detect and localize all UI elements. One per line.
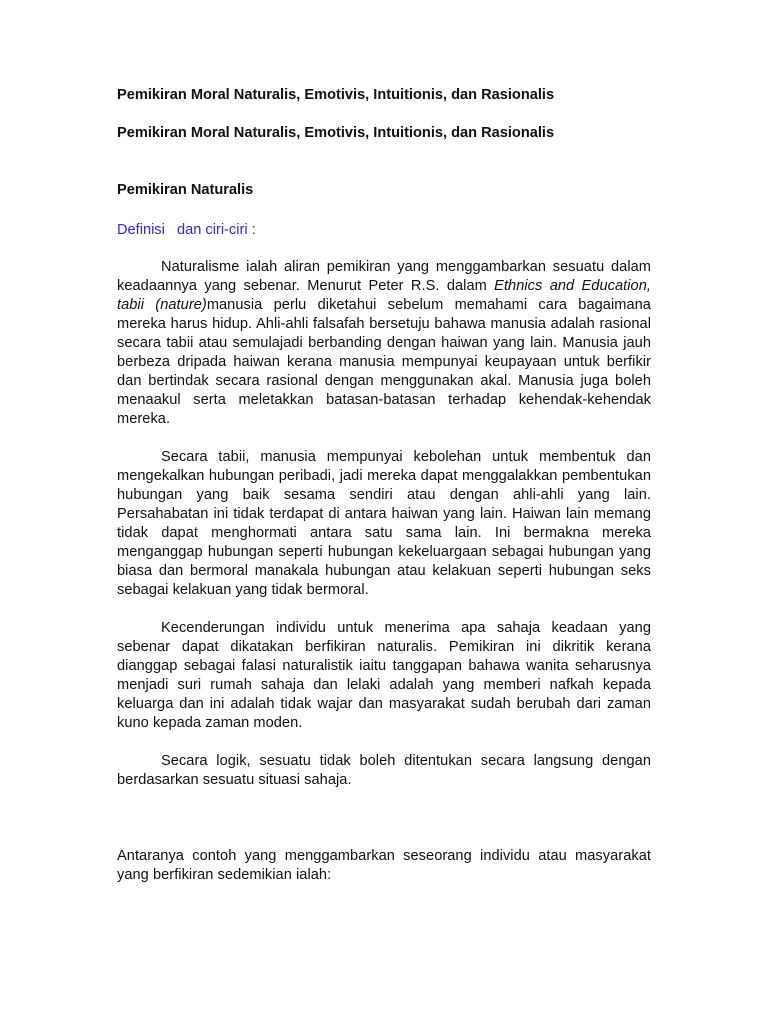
document-title-repeat: Pemikiran Moral Naturalis, Emotivis, Intuitionis, dan Rasionalis (117, 125, 555, 141)
book-title-italic: Ethnics and Education, tabii (nature) (117, 278, 651, 313)
paragraph-antaranya: Antaranya contoh yang menggambarkan seseorang individu atau masyarakat yang berfikiran sedemikian ialah: (117, 848, 651, 883)
section-heading: Pemikiran Naturalis (117, 182, 254, 198)
paragraph-kecenderungan: Kecenderungan individu untuk menerima apa sahaja keadaan yang sebenar dapat dikatakan berfikiran naturalis. Pemikiran ini dikritik kerana dianggap sebagai falasi naturalistik iaitu tanggapan bahawa wanita seharusnya menjadi suri rumah sahaja dan lelaki adalah yang memberi nafkah kepada keluarga dan ini adalah tidak wajar dan masyarakat sudah berubah dari zaman kuno kepada zaman moden. (117, 620, 651, 731)
paragraph-1-text-start: Naturalisme ialah aliran pemikiran yang menggambarkan sesuatu dalam keadaannya yang sebenar. Menurut Peter R.S. dalam (117, 259, 651, 294)
definition-subheading: Definisi dan ciri-ciri : (117, 222, 256, 238)
paragraph-naturalisme (117, 258, 651, 429)
document-title: Pemikiran Moral Naturalis, Emotivis, Intuitionis, dan Rasionalis (117, 87, 555, 103)
paragraph-secara-logik: Secara logik, sesuatu tidak boleh ditentukan secara langsung dengan berdasarkan sesuatu situasi sahaja. (117, 753, 651, 788)
paragraph-secara-tabii: Secara tabii, manusia mempunyai kebolehan untuk membentuk dan mengekalkan hubungan peribadi, jadi mereka dapat menggalakkan pembentukan hubungan yang baik sesama sendiri atau dengan ahli-ahli yang lain. Persahabatan ini tidak terdapat di antara haiwan yang lain. Haiwan lain memang tidak dapat menghormati antara satu sama lain. Ini bermakna mereka menganggap hubungan seperti hubungan kekeluargaan sebagai hubungan yang biasa dan bermoral manakala hubungan atau kelakuan seperti hubungan seks sebagai kelakuan yang tidak bermoral. (117, 449, 651, 598)
paragraph-1-text-end: manusia perlu diketahui sebelum memahami cara bagaimana mereka harus hidup. Ahli-ahli falsafah bersetuju bahawa manusia adalah rasional secara tabii atau semulajadi berbanding dengan haiwan yang lain. Manusia jauh berbeza dripada haiwan kerana manusia mempunyai keupayaan untuk berfikir dan bertindak secara rasional dengan menggunakan akal. Manusia juga boleh menaakul serta meletakkan batasan-batasan terhadap kehendak-kehendak mereka. (117, 297, 651, 427)
document-body (117, 86, 651, 904)
